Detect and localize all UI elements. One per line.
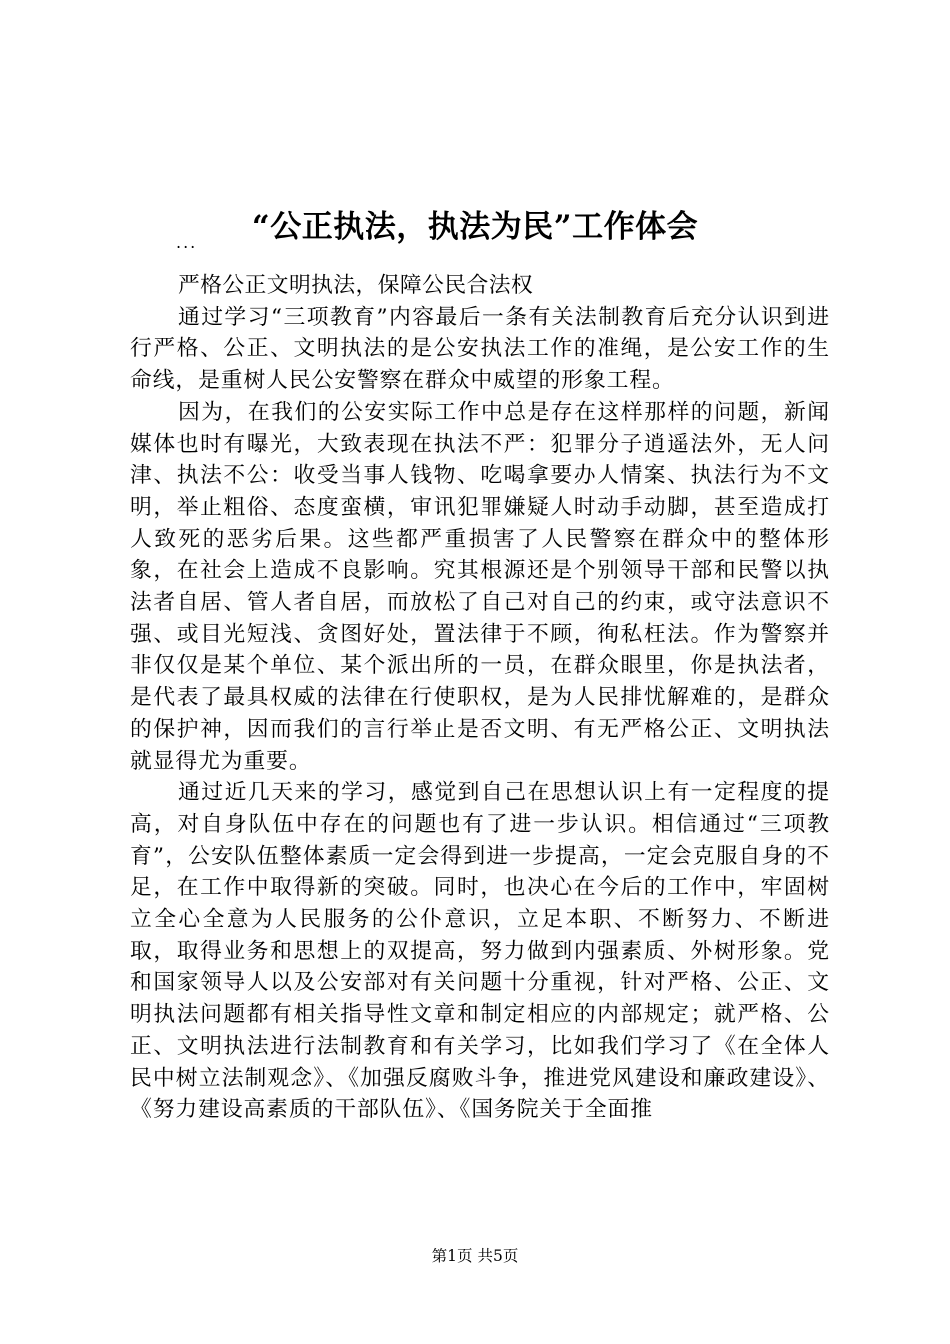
page-footer <box>0 1246 950 1266</box>
paragraph: 通过近几天来的学习，感觉到自己在思想认识上有一定程度的提高，对自身队伍中存在的问题也有了进一步认识。相信通过“三项教育”，公安队伍整体素质一定会得到进一步提高，一定会克服自身的不足，在工作中取得新的突破。同时，也决心在今后的工作中，牢固树立全心全意为人民服务的公仆意识，立足本职、不断努力、不断进取，取得业务和思想上的双提高，努力做到内强素质、外树形象。党和国家领导人以及公安部对有关问题十分重视，针对严格、公正、文明执法问题都有相关指导性文章和制定相应的内部规定；就严格、公正、文明执法进行法制教育和有关学习，比如我们学习了《在全体人民中树立法制观念》、《加强反腐败斗争，推进党风建设和廉政建设》、《努力建设高素质的干部队伍》、《国务院关于全面推 <box>130 780 830 1123</box>
ellipsis-mark: ... <box>176 233 198 252</box>
document-title: “公正执法，执法为民”工作体会 <box>251 208 699 245</box>
paragraph: 因为，在我们的公安实际工作中总是存在这样那样的问题，新闻媒体也时有曝光，大致表现在执法不严：犯罪分子逍遥法外，无人问津、执法不公：收受当事人钱物、吃喝拿要办人情案、执法行为不文明，举止粗俗、态度蛮横，审讯犯罪嫌疑人时动手动脚，甚至造成打人致死的恶劣后果。这些都严重损害了人民警察在群众中的整体形象，在社会上造成不良影响。究其根源还是个别领导干部和民警以执法者自居、管人者自居，而放松了自己对自己的约束，或守法意识不强、或目光短浅、贪图好处，置法律于不顾，徇私枉法。作为警察并非仅仅是某个单位、某个派出所的一员，在群众眼里，你是执法者，是代表了最具权威的法律在行使职权，是为人民排忧解难的，是群众的保护神，因而我们的言行举止是否文明、有无严格公正、文明执法就显得尤为重要。 <box>130 399 830 774</box>
page-number: 第1页 <box>431 1247 473 1265</box>
document-body <box>130 270 830 1126</box>
paragraph-subheading: 严格公正文明执法，保障公民合法权 <box>177 273 534 298</box>
paragraph: 通过学习“三项教育”内容最后一条有关法制教育后充分认识到进行严格、公正、文明执法的是公安执法工作的准绳，是公安工作的生命线，是重树人民公安警察在群众中威望的形象工程。 <box>130 304 830 394</box>
page-total: 共5页 <box>477 1247 519 1265</box>
